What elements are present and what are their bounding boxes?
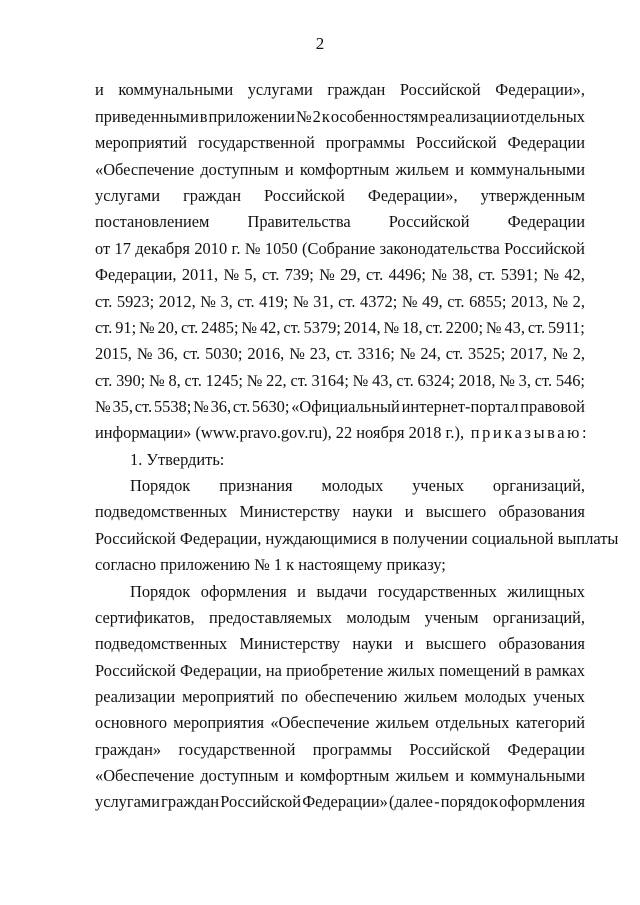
word: ст. [527, 318, 546, 337]
word: 546; [555, 371, 585, 390]
word: № [352, 371, 369, 390]
word: программы [312, 740, 392, 759]
word: (Собрание [302, 239, 376, 258]
word: и [297, 582, 306, 601]
word: 419; [259, 292, 289, 311]
word: Российской [399, 80, 481, 99]
word: № [552, 344, 568, 363]
word: подведомственных [95, 502, 228, 521]
word: № [95, 397, 111, 416]
word: 2200; [445, 318, 484, 337]
word: 3316; [357, 344, 395, 363]
word: 6855; [469, 292, 507, 311]
word: № [485, 318, 502, 337]
word: № [499, 371, 515, 390]
word: 43, [372, 371, 393, 390]
text-line [95, 711, 585, 735]
word: оформления [200, 582, 287, 601]
word: № [200, 292, 216, 311]
word: реализации [429, 107, 510, 126]
word: Российской [388, 212, 470, 231]
word: № [136, 344, 153, 363]
line-text: согласно приложению № 1 к настоящему приказу; [95, 555, 446, 574]
text-line [95, 527, 619, 551]
word: высшего [425, 502, 487, 521]
word: 3, [518, 371, 531, 390]
word: 38, [452, 265, 473, 284]
word: обеспечению [304, 687, 398, 706]
word: Федерации», [495, 80, 585, 99]
word: ученых [412, 476, 464, 495]
word: рамках [535, 661, 585, 680]
word: реализации [95, 687, 176, 706]
word: № [319, 265, 335, 284]
word: граждан [161, 792, 220, 811]
word: доступным [200, 766, 279, 785]
word: 23, [309, 344, 331, 363]
word: № [139, 318, 155, 337]
word: «Обеспечение [95, 160, 195, 179]
text-line [95, 184, 585, 208]
word: граждан [183, 186, 241, 205]
word: Министерству [239, 634, 341, 653]
word: 5630; [252, 397, 290, 416]
word: Российской [95, 661, 176, 680]
word: 390; [116, 371, 146, 390]
word: Федерации, [95, 265, 177, 284]
word: 2485; [201, 318, 239, 337]
word: ст. [95, 371, 113, 390]
word: особенностям [330, 107, 429, 126]
word: государственных [377, 582, 497, 601]
word: 36, [210, 397, 232, 416]
word: Федерации, [180, 661, 262, 680]
word: 35, [112, 397, 133, 416]
word: граждан [327, 80, 386, 99]
word: и [284, 160, 294, 179]
word: приложении [208, 107, 295, 126]
word: 8, [168, 371, 181, 390]
page-number: 2 [315, 34, 325, 53]
text-line [95, 764, 585, 788]
word: № [149, 371, 165, 390]
text-line [95, 263, 585, 287]
text-line [95, 158, 585, 182]
word: 43, [504, 318, 525, 337]
word: ст. [283, 318, 301, 337]
word: программы [325, 133, 405, 152]
word: мероприятий [182, 687, 275, 706]
word: интернет-портал [401, 397, 519, 416]
text-line [95, 790, 585, 814]
text-line [95, 448, 585, 472]
word: ст. [338, 292, 356, 311]
word: 5030; [205, 344, 243, 363]
word: образования [498, 502, 585, 521]
line-text: 1. Утвердить: [130, 450, 225, 469]
text-line [95, 210, 585, 234]
word: № [193, 397, 209, 416]
word: 2015, [95, 344, 132, 363]
word: 2 [312, 107, 321, 126]
text-line [95, 237, 585, 261]
word: 2, [572, 344, 585, 363]
word: 5391; [500, 265, 539, 284]
word: жильем [375, 713, 430, 732]
word: помещений [439, 661, 520, 680]
word: жилых [387, 661, 435, 680]
word: выдачи [316, 582, 368, 601]
word: (далее [388, 792, 433, 811]
word: Федерации», [367, 186, 458, 205]
word: 2012, [158, 292, 196, 311]
word: ст. [180, 318, 199, 337]
word: № [244, 239, 261, 258]
word: категорий [515, 713, 585, 732]
word: и [284, 766, 294, 785]
word: 5379; [303, 318, 341, 337]
word: «Обеспечение [270, 713, 370, 732]
word: 36, [157, 344, 178, 363]
word: молодых [321, 476, 384, 495]
word: 42, [259, 318, 281, 337]
word: 2, [572, 292, 585, 311]
word: и [95, 80, 104, 99]
word: на [265, 661, 282, 680]
word: «Официальный [291, 397, 400, 416]
text-line [95, 105, 585, 129]
word: 49, [422, 292, 443, 311]
word: 31, [313, 292, 334, 311]
word: 3525; [468, 344, 506, 363]
word: ст. [365, 265, 384, 284]
word: организаций, [492, 476, 585, 495]
word: молодых [464, 687, 527, 706]
word: науки [352, 502, 393, 521]
word: № [246, 371, 263, 390]
word: Федерации» [302, 792, 388, 811]
word: утвержденным [480, 186, 585, 205]
word: от [95, 239, 111, 258]
word: по [281, 687, 299, 706]
word: 739; [284, 265, 314, 284]
word: и [455, 766, 465, 785]
word: - [434, 792, 440, 811]
word: № [399, 344, 416, 363]
word: 2010 [194, 239, 228, 258]
word: граждан» [95, 740, 162, 759]
text-line [95, 738, 585, 762]
word: ст. [95, 292, 113, 311]
word: в [199, 107, 208, 126]
word: Федерации [507, 133, 585, 152]
word: ст. [262, 265, 280, 284]
word: приобретение [286, 661, 384, 680]
word: Федерации [507, 740, 585, 759]
text-line [95, 131, 585, 155]
word: Федерации [507, 212, 585, 231]
word: Российской [415, 133, 497, 152]
word: и [455, 160, 465, 179]
word: № [431, 265, 447, 284]
word: 18, [402, 318, 423, 337]
word: 1050 [264, 239, 298, 258]
word: № [223, 265, 240, 284]
word: ст. [290, 371, 308, 390]
word: доступным [200, 160, 279, 179]
text-line [95, 474, 585, 498]
word: 2018, [458, 371, 496, 390]
order-word: приказываю: [464, 423, 590, 442]
word: и [404, 502, 414, 521]
word: № [552, 292, 569, 311]
word: порядок [440, 792, 498, 811]
word: 3, [220, 292, 233, 311]
word: 2017, [510, 344, 548, 363]
word: ст. [534, 371, 553, 390]
word: молодым [346, 608, 411, 627]
word: Российской [264, 186, 345, 205]
word: отдельных [435, 713, 510, 732]
word: ст. [478, 265, 496, 284]
word: коммунальными [470, 160, 585, 179]
word: ст. [232, 397, 251, 416]
word: государственной [178, 740, 296, 759]
word: 1245; [205, 371, 243, 390]
word: мероприятий [95, 133, 188, 152]
word: услугами [95, 792, 160, 811]
word: государственной [197, 133, 315, 152]
word: «Обеспечение [95, 766, 195, 785]
word: предоставляемых [208, 608, 332, 627]
word: ст. [445, 344, 464, 363]
word: ст. [425, 318, 443, 337]
word: ст. [184, 371, 202, 390]
word: подведомственных [95, 634, 228, 653]
word: № [241, 318, 258, 337]
text-line [95, 580, 585, 604]
word: 20, [157, 318, 179, 337]
word: приведенными [95, 107, 199, 126]
word: к [321, 107, 330, 126]
text-line [95, 342, 585, 366]
text-line [95, 290, 585, 314]
word: 17 [114, 239, 131, 258]
word: науки [352, 634, 393, 653]
word: 5538; [153, 397, 192, 416]
text-line [95, 606, 585, 630]
word: № [401, 292, 418, 311]
text-line [95, 316, 585, 340]
word: услугами [95, 186, 160, 205]
word: организаций, [492, 608, 585, 627]
word: жильем [404, 687, 458, 706]
word: ст. [447, 292, 465, 311]
word: ст. [95, 318, 113, 337]
word: 22, [266, 371, 287, 390]
word: г. [231, 239, 241, 258]
word: ст. [182, 344, 201, 363]
word: 6324; [417, 371, 455, 390]
word: Правительства [247, 212, 351, 231]
word: ст. [396, 371, 414, 390]
word: комфортным [299, 160, 390, 179]
word: № [295, 107, 312, 126]
word: оформления [499, 792, 585, 811]
word: в [523, 661, 532, 680]
text-line [95, 685, 585, 709]
word: ст. [134, 397, 153, 416]
word: № [292, 292, 309, 311]
word: 4496; [388, 265, 426, 284]
word: Российской [504, 239, 585, 258]
word: 42, [564, 265, 585, 284]
word: 3164; [311, 371, 349, 390]
word: и [404, 634, 414, 653]
word: постановлением [95, 212, 210, 231]
text-line [95, 553, 585, 577]
word: правовой [520, 397, 585, 416]
word: высшего [425, 634, 487, 653]
word: ст. [335, 344, 353, 363]
text-line [95, 421, 590, 445]
text-line [95, 78, 585, 102]
word: 5911; [548, 318, 585, 337]
word: коммунальными [118, 80, 234, 99]
word: Российской [220, 792, 302, 811]
word: 2013, [510, 292, 548, 311]
word: жилищных [507, 582, 585, 601]
text-line [95, 500, 585, 524]
word: 5923; [116, 292, 155, 311]
word: № [543, 265, 560, 284]
word: 2016, [247, 344, 285, 363]
text-line [95, 369, 585, 393]
word: 4372; [360, 292, 398, 311]
word: жильем [395, 766, 450, 785]
line-text: Российской Федерации, нуждающимися в получении социальной выплаты [95, 529, 619, 548]
word: № [289, 344, 305, 363]
line-text: информации» (www.pravo.gov.ru), 22 ноября 2018 г.), [95, 423, 465, 442]
word: 24, [420, 344, 441, 363]
word: 2014, [343, 318, 381, 337]
word: комфортным [299, 766, 390, 785]
word: законодательства [379, 239, 500, 258]
word: ст. [237, 292, 255, 311]
word: Порядок [130, 476, 191, 495]
word: образования [498, 634, 585, 653]
word: 91; [115, 318, 137, 337]
word: основного [95, 713, 168, 732]
word: Министерству [239, 502, 341, 521]
word: Российской [409, 740, 491, 759]
word: Порядок [130, 582, 191, 601]
word: коммунальными [470, 766, 585, 785]
word: декабря [135, 239, 190, 258]
word: 29, [340, 265, 361, 284]
word: ученых [533, 687, 585, 706]
word: отдельных [510, 107, 585, 126]
word: 5, [244, 265, 257, 284]
word: жильем [395, 160, 450, 179]
text-line [95, 659, 585, 683]
word: ученым [424, 608, 479, 627]
word: признания [219, 476, 293, 495]
word: № [383, 318, 400, 337]
text-line [95, 632, 585, 656]
word: сертификатов, [95, 608, 195, 627]
word: услугами [247, 80, 313, 99]
text-line [95, 395, 585, 419]
word: мероприятия [173, 713, 265, 732]
word: 2011, [181, 265, 219, 284]
